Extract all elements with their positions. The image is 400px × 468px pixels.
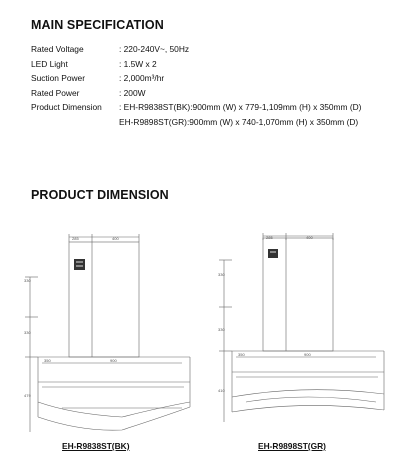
spec-row	[31, 57, 361, 72]
spec-row	[31, 42, 361, 57]
dim-label: 330	[24, 278, 31, 283]
left-model-caption: EH-R9838ST(BK)	[62, 441, 130, 451]
dim-label: 400	[306, 235, 313, 240]
spec-table	[31, 42, 361, 130]
left-dimension-drawing	[22, 232, 194, 434]
dim-label: 350	[238, 352, 245, 357]
spec-value: : 200W	[119, 87, 146, 98]
spec-title: MAIN SPECIFICATION	[31, 18, 164, 32]
dim-label: 330	[218, 327, 225, 332]
dimension-title: PRODUCT DIMENSION	[31, 188, 169, 202]
dim-label: 350	[44, 358, 51, 363]
spec-value-extra: EH-R9898ST(GR):900mm (W) x 740-1,070mm (H) x 350mm (D)	[119, 116, 359, 127]
spec-label: Rated Power	[31, 87, 80, 98]
spec-label: Rated Voltage	[31, 44, 84, 54]
right-dimension-drawing	[216, 232, 388, 434]
spec-value: : EH-R9838ST(BK):900mm (W) x 779-1,109mm (H) x 350mm (D)	[119, 102, 362, 113]
dim-label: 330	[24, 330, 31, 335]
spec-value: : 220-240V~, 50Hz	[119, 44, 190, 54]
dim-label: 479	[24, 393, 31, 398]
spec-value: : 1.5W x 2	[119, 58, 157, 69]
spec-row	[31, 100, 361, 115]
spec-value: : 2,000m³/hr	[119, 73, 165, 84]
spec-row	[31, 86, 361, 101]
spec-label: Suction Power	[31, 73, 85, 84]
dim-label: 330	[218, 272, 225, 277]
spec-label: Product Dimension	[31, 102, 102, 113]
spec-label: LED Light	[31, 58, 68, 69]
spec-row	[31, 71, 361, 86]
dim-label: 410	[218, 388, 225, 393]
dim-label: 400	[112, 236, 119, 241]
dim-label: 285	[266, 235, 273, 240]
dim-label: 285	[72, 236, 79, 241]
dim-label: 900	[304, 352, 311, 357]
dim-label: 900	[110, 358, 117, 363]
right-model-caption: EH-R9898ST(GR)	[258, 441, 326, 451]
